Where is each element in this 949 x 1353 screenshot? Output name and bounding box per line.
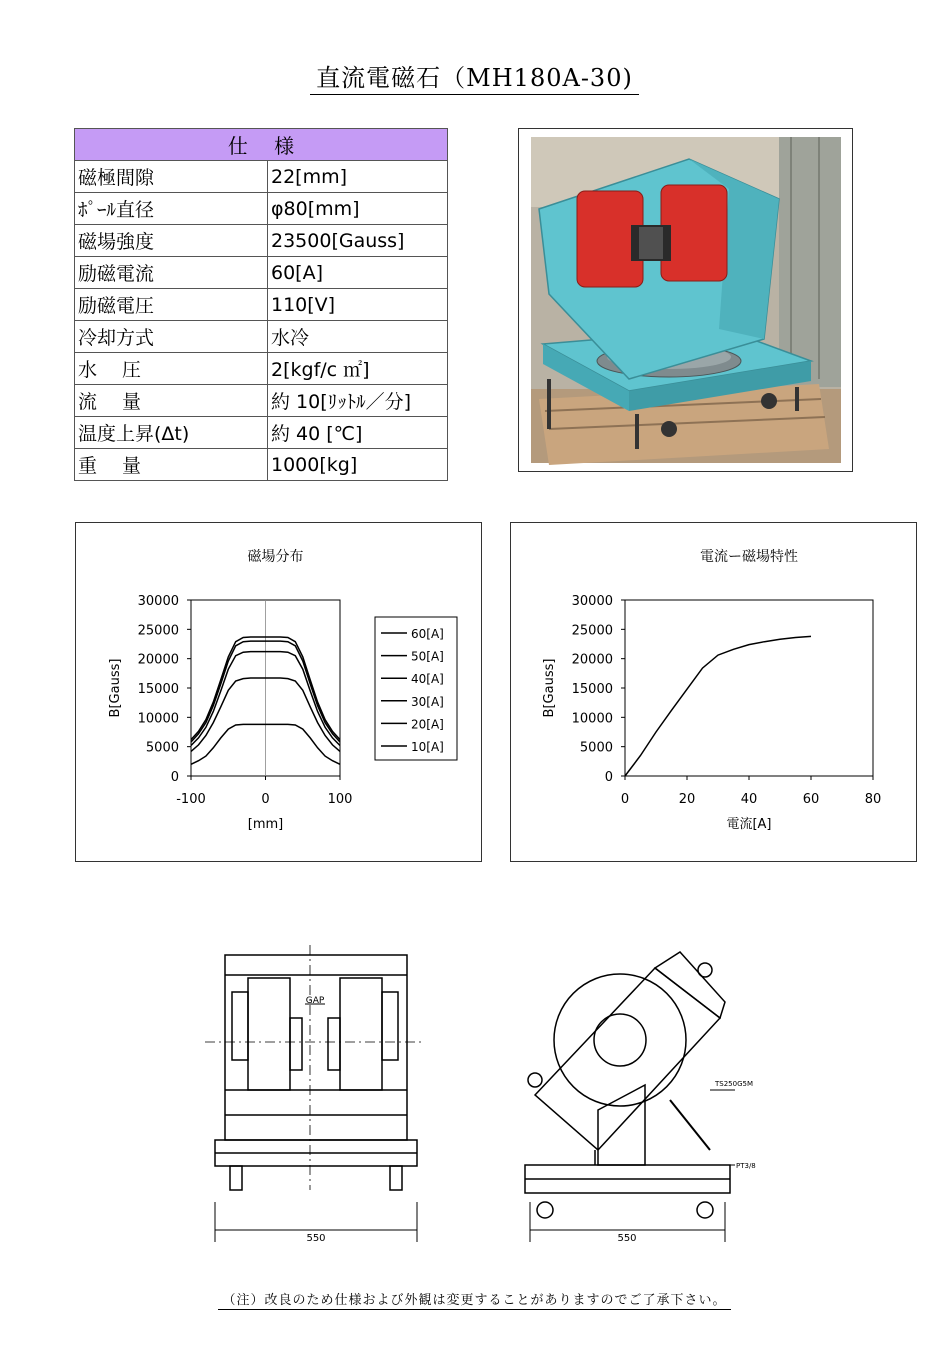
y-tick-label: 15000 [571, 682, 613, 697]
spec-key: 流 量 [75, 385, 268, 417]
y-tick-label: 0 [170, 770, 179, 785]
side-view-drawing [525, 952, 735, 1242]
spec-row [75, 257, 448, 289]
x-axis-label: [mm] [247, 817, 284, 832]
spec-value: 23500[Gauss] [268, 225, 448, 257]
x-tick-label: 100 [327, 792, 353, 807]
legend-label: 30[A] [411, 694, 444, 709]
y-tick-label: 15000 [137, 682, 179, 697]
y-axis-label: B[Gauss] [542, 658, 557, 718]
spec-row [75, 449, 448, 481]
spec-key: 磁極間隙 [75, 161, 268, 193]
spec-value: 22[mm] [268, 161, 448, 193]
footer-note-text: （注）改良のため仕様および外観は変更することがありますのでご了承下さい。 [218, 1293, 730, 1310]
x-tick-label: 20 [678, 792, 696, 807]
y-tick-label: 5000 [145, 740, 179, 756]
x-tick-label: -100 [176, 792, 206, 807]
series-line [625, 636, 811, 776]
spec-value: 2[kgf/c ㎡] [268, 353, 448, 385]
spec-key: ﾎﾟｰﾙ直径 [75, 193, 268, 225]
spec-value: 約 10[ﾘｯﾄﾙ／分] [268, 385, 448, 417]
y-tick-label: 20000 [137, 652, 179, 668]
y-axis-label: B[Gauss] [108, 658, 123, 718]
legend-label: 50[A] [411, 649, 444, 664]
y-tick-label: 25000 [137, 623, 179, 639]
spec-key: 温度上昇(Δt) [75, 417, 268, 449]
y-tick-label: 30000 [137, 594, 179, 609]
spec-value: 110[V] [268, 289, 448, 321]
product-photo-illustration [519, 129, 852, 471]
current-field-chart [510, 522, 917, 862]
spec-row [75, 161, 448, 193]
y-tick-label: 30000 [571, 594, 613, 609]
page-title [0, 58, 949, 93]
x-tick-label: 80 [864, 792, 882, 807]
x-tick-label: 0 [620, 792, 630, 807]
spec-key: 励磁電圧 [75, 289, 268, 321]
spec-key: 水 圧 [75, 353, 268, 385]
right-dimension-label: 550 [617, 1233, 637, 1244]
pt-label: PT3/8 [736, 1162, 756, 1170]
spec-row [75, 321, 448, 353]
drawings-svg [200, 940, 760, 1250]
spec-row [75, 385, 448, 417]
gap-label: GAP [305, 996, 325, 1006]
legend-label: 40[A] [411, 672, 444, 687]
spec-value: 水冷 [268, 321, 448, 353]
spec-table [74, 128, 448, 481]
field-distribution-svg [76, 523, 481, 861]
x-tick-label: 40 [740, 792, 758, 807]
y-tick-label: 0 [604, 770, 613, 785]
product-photo [518, 128, 853, 472]
spec-value: φ80[mm] [268, 193, 448, 225]
spec-header: 仕 様 [75, 129, 448, 161]
technical-drawings [200, 940, 760, 1250]
chart-title: 電流ー磁場特性 [700, 549, 798, 565]
left-dimension-label: 550 [306, 1233, 326, 1244]
spec-key: 磁場強度 [75, 225, 268, 257]
spec-key: 励磁電流 [75, 257, 268, 289]
plot-area [625, 600, 873, 776]
x-tick-label: 60 [802, 792, 820, 807]
spec-row [75, 417, 448, 449]
page-title-text: 直流電磁石（MH180A-30) [310, 64, 639, 95]
spec-value: 1000[kg] [268, 449, 448, 481]
legend-label: 20[A] [411, 717, 444, 732]
legend-label: 10[A] [411, 740, 444, 754]
field-distribution-chart [75, 522, 482, 862]
y-tick-label: 10000 [571, 711, 613, 727]
y-tick-label: 10000 [137, 711, 179, 727]
spec-row [75, 353, 448, 385]
spec-header-row [75, 129, 448, 161]
y-tick-label: 20000 [571, 652, 613, 668]
spec-value: 約 40 [℃] [268, 417, 448, 449]
spec-value: 60[A] [268, 257, 448, 289]
legend-label: 60[A] [411, 627, 444, 641]
footer-note [0, 1289, 949, 1308]
spec-row [75, 225, 448, 257]
chart-title: 磁場分布 [247, 549, 304, 565]
spec-row [75, 289, 448, 321]
x-axis-label: 電流[A] [726, 817, 772, 832]
spec-key: 重 量 [75, 449, 268, 481]
ts-label: TS250G5M [715, 1080, 753, 1088]
y-tick-label: 25000 [571, 623, 613, 639]
x-tick-label: 0 [261, 792, 270, 807]
spec-row [75, 193, 448, 225]
spec-key: 冷却方式 [75, 321, 268, 353]
current-field-svg [511, 523, 916, 861]
y-tick-label: 5000 [579, 740, 613, 756]
front-view-drawing [205, 945, 425, 1242]
